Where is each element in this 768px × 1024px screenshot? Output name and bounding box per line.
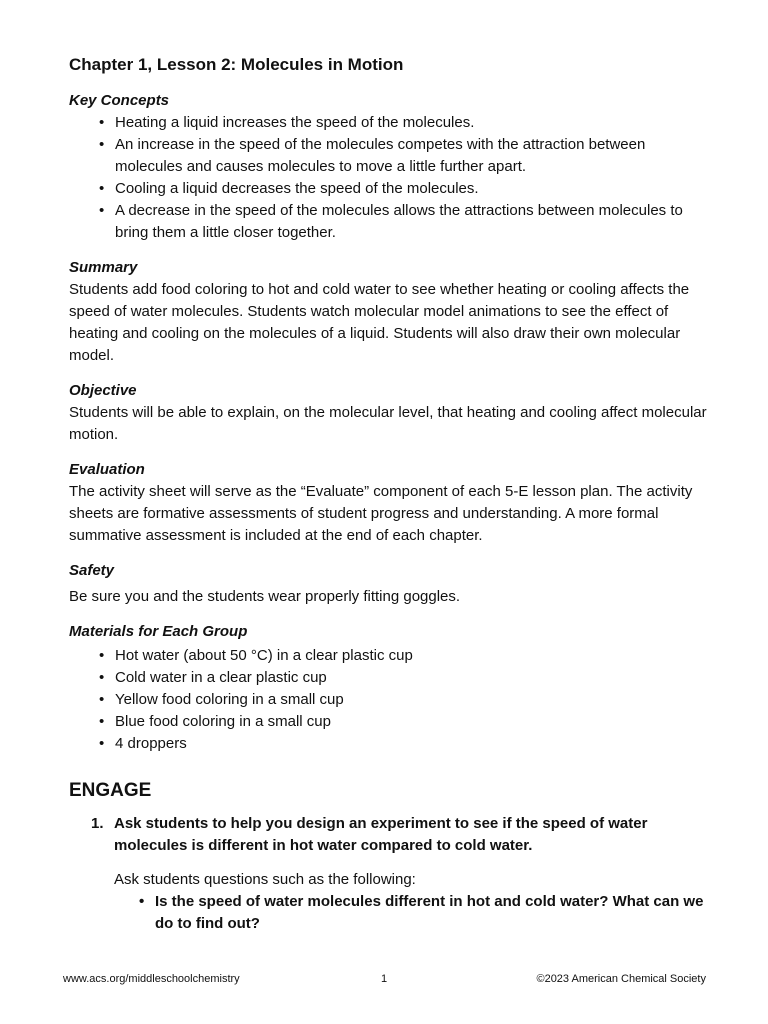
page-title: Chapter 1, Lesson 2: Molecules in Motion [69, 55, 404, 74]
key-concepts-list [69, 112, 709, 244]
list-item: • Hot water (about 50 °C) in a clear plastic cup [99, 645, 709, 667]
engage-questions-list [69, 891, 709, 935]
engage-heading: ENGAGE [69, 780, 152, 801]
step-number: 1. [91, 815, 104, 832]
list-item: • Blue food coloring in a small cup [99, 711, 709, 733]
safety-heading: Safety [69, 562, 115, 579]
step-text: Ask students to help you design an experiment to see if the speed of water molecules is different in hot water compared to cold water. [114, 815, 648, 854]
document-page [69, 52, 709, 935]
footer-page-number: 1 [381, 973, 388, 985]
list-item: • Is the speed of water molecules different in hot and cold water? What can we do to find out? [139, 891, 709, 935]
list-item: • Heating a liquid increases the speed of the molecules. [99, 112, 709, 134]
summary-heading: Summary [69, 259, 138, 276]
materials-list [69, 645, 709, 755]
summary-section [69, 257, 709, 367]
objective-heading: Objective [69, 382, 137, 399]
summary-text: Students add food coloring to hot and cold water to see whether heating or cooling affects the speed of water molecules. Students watch molecular model animations to see the effect of heating and cooling on the molecules of a liquid. Students will also draw their own molecular model. [69, 281, 690, 364]
engage-prompt: Ask students questions such as the following: [114, 871, 416, 888]
footer-copyright: ©2023 American Chemical Society [536, 973, 706, 985]
key-concepts-heading: Key Concepts [69, 92, 170, 109]
evaluation-heading: Evaluation [69, 461, 145, 478]
list-item: • Cooling a liquid decreases the speed of the molecules. [99, 178, 709, 200]
list-item: • An increase in the speed of the molecules competes with the attraction between molecules and causes molecules to move a little further apart. [99, 134, 709, 178]
key-concepts-section [69, 90, 709, 244]
evaluation-text: The activity sheet will serve as the “Evaluate” component of each 5-E lesson plan. The activity sheets are formative assessments of student progress and understanding. A more formal summative assessment is included at the end of each chapter. [69, 483, 693, 544]
safety-section [69, 560, 709, 608]
safety-text: Be sure you and the students wear properly fitting goggles. [69, 588, 461, 605]
materials-section [69, 621, 709, 755]
materials-heading: Materials for Each Group [69, 623, 248, 640]
list-item: • Yellow food coloring in a small cup [99, 689, 709, 711]
list-item: • 4 droppers [99, 733, 709, 755]
list-item: • Cold water in a clear plastic cup [99, 667, 709, 689]
objective-text: Students will be able to explain, on the molecular level, that heating and cooling affect molecular motion. [69, 404, 707, 443]
objective-section [69, 380, 709, 446]
list-item: • A decrease in the speed of the molecules allows the attractions between molecules to bring them a little closer together. [99, 200, 709, 244]
evaluation-section [69, 459, 709, 547]
footer-url: www.acs.org/middleschoolchemistry [63, 973, 240, 985]
engage-step-1 [69, 813, 709, 857]
